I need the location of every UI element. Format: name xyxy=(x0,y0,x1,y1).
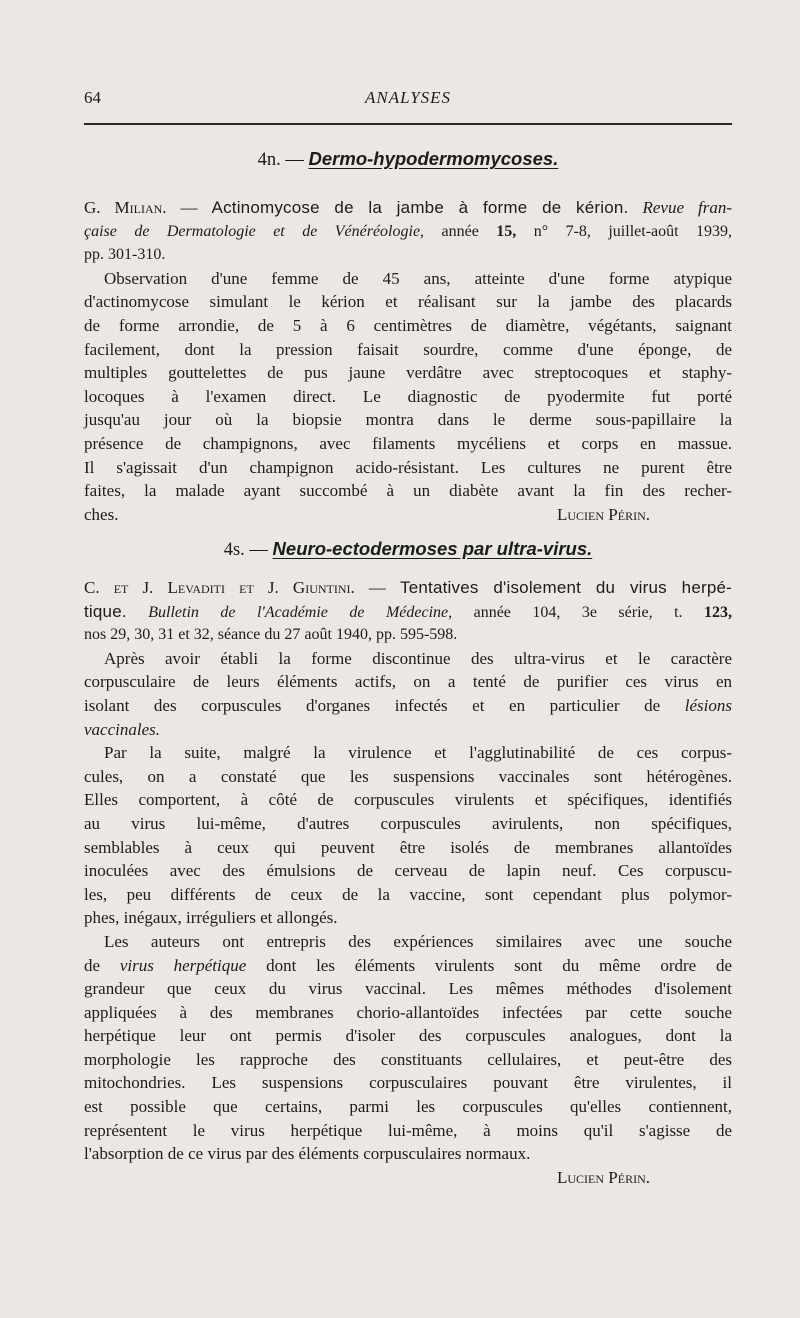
body-line: Elles comportent, à côté de corpuscules virulents et spécifiques, identifiés xyxy=(84,790,732,810)
body-line: herpétique leur ont permis d'isoler des corpuscules analogues, dont la xyxy=(84,1026,732,1046)
body-line: d'actinomycose simulant le kérion et réalisant sur la jambe des placards xyxy=(84,292,732,312)
body-line: Par la suite, malgré la virulence et l'agglutinabilité de ces corpus- xyxy=(104,743,732,763)
year-series: année 104, 3e série, t. xyxy=(473,603,683,621)
pages-line: pp. 301-310. xyxy=(84,246,166,264)
body-line: cules, on a constaté que les suspensions vaccinales sont hétérogènes. xyxy=(84,766,732,786)
body-line: corpusculaire de leurs éléments actifs, on a tenté de purifier ces virus en xyxy=(84,672,732,692)
article-author: G. Milian. — xyxy=(84,198,198,217)
journal-name: Bulletin de l'Académie de Médecine, xyxy=(148,603,453,621)
body-line: phes, inégaux, irréguliers et allongés. xyxy=(84,908,338,928)
body-line: multiples gouttelettes de pus jaune verdâtre avec streptocoques et staphy- xyxy=(84,363,732,383)
body-line: l'absorption de ce virus par des éléments corpusculaires normaux. xyxy=(84,1144,531,1164)
section-topic: Neuro-ectodermoses par ultra-virus. xyxy=(272,538,593,559)
article-heading-line xyxy=(84,576,732,600)
section-heading-4n xyxy=(84,148,732,171)
body-text: de xyxy=(84,955,101,975)
journal-name: Revue fran- xyxy=(642,198,732,217)
page-number: 64 xyxy=(84,88,101,107)
body-line: locoques à l'examen direct. Le diagnostic de pyodermite fut porté xyxy=(84,386,732,406)
body-line: Après avoir établi la forme discontinue des ultra-virus et le caractère xyxy=(104,648,732,668)
body-line: jusqu'au jour où la biopsie montra dans le derme sous-papillaire la xyxy=(84,410,732,430)
body-line: grandeur que ceux du virus vaccinal. Les mêmes méthodes d'isolement xyxy=(84,979,732,999)
signature: Lucien Périn. xyxy=(557,504,650,524)
reference-line: nos 29, 30, 31 et 32, séance du 27 août 1940, pp. 595-598. xyxy=(84,626,458,644)
italic-term: lésions xyxy=(684,695,733,715)
running-title: ANALYSES xyxy=(364,88,452,107)
body-line: Il s'agissait d'un champignon acido-résistant. Les cultures ne purent être xyxy=(84,457,732,477)
section-heading-4s xyxy=(84,538,732,561)
signature-line xyxy=(84,1166,732,1190)
italic-term: vaccinales. xyxy=(84,719,160,739)
body-line: est possible que certains, parmi les corpuscules qu'elles contiennent, xyxy=(84,1097,732,1117)
body-line: ches. xyxy=(84,504,119,524)
article-authors: C. et J. Levaditi et J. Giuntini. — xyxy=(84,578,386,597)
journal-name: çaise de Dermatologie et de Vénéréologie, xyxy=(84,222,425,240)
body-line: mitochondries. Les suspensions corpusculaires pouvant être virulentes, il xyxy=(84,1073,732,1093)
body-line xyxy=(84,954,732,978)
article-actinomycose xyxy=(84,196,732,526)
issue-info: n° 7-8, juillet-août 1939, xyxy=(533,222,733,240)
body-line: présence de champignons, avec filaments mycéliens et corps en massue. xyxy=(84,433,732,453)
body-line: appliquées à des membranes chorio-allantoïdes infectées par cette souche xyxy=(84,1002,732,1022)
body-line: semblables à ceux qui peuvent être isolés de membranes allantoïdes xyxy=(84,837,732,857)
body-line: morphologie les rapproche des constituants cellulaires, et peut-être des xyxy=(84,1049,732,1069)
body-line: Observation d'une femme de 45 ans, atteinte d'une forme atypique xyxy=(104,268,732,288)
signature: Lucien Périn. xyxy=(557,1167,650,1187)
signature-line xyxy=(84,503,732,527)
body-text: dont les éléments virulents sont du même ordre de xyxy=(266,955,733,975)
article-heading-line xyxy=(84,196,732,220)
body-text: isolant des corpuscules d'organes infectés et en particulier de xyxy=(84,695,661,715)
body-line: représentent le virus herpétique lui-même, à moins qu'il s'agisse de xyxy=(84,1120,732,1140)
page xyxy=(84,0,732,1318)
italic-term: virus herpétique xyxy=(119,955,247,975)
article-title: tique. xyxy=(84,601,127,621)
body-line: faites, la malade ayant succombé à un diabète avant la fin des recher- xyxy=(84,481,732,501)
volume-number: 15, xyxy=(496,222,517,240)
body-line: de forme arrondie, de 5 à 6 centimètres de diamètre, végétants, saignant xyxy=(84,315,732,335)
section-code: 4s. — xyxy=(223,540,268,560)
article-reference-line xyxy=(84,220,732,244)
body-line xyxy=(84,694,732,718)
volume-number: 123, xyxy=(704,603,732,621)
article-title: Tentatives d'isolement du virus herpé- xyxy=(400,578,733,597)
header-rule xyxy=(84,123,732,125)
body-line: facilement, dont la pression faisait sourdre, comme d'une éponge, de xyxy=(84,339,732,359)
article-herpes xyxy=(84,576,732,1189)
article-reference-line xyxy=(84,600,732,624)
body-line: inoculées avec des émulsions de cerveau de lapin neuf. Ces corpuscu- xyxy=(84,861,732,881)
body-line: au virus lui-même, d'autres corpuscules avirulents, non spécifiques, xyxy=(84,813,732,833)
section-topic: Dermo-hypodermomycoses. xyxy=(308,148,559,169)
year-label: année xyxy=(441,222,479,240)
article-title: Actinomycose de la jambe à forme de kérion. xyxy=(211,198,629,217)
body-line: Les auteurs ont entrepris des expériences similaires avec une souche xyxy=(104,931,732,951)
section-code: 4n. — xyxy=(257,150,304,170)
running-head xyxy=(84,88,732,114)
body-line: les, peu différents de ceux de la vaccine, sont cependant plus polymor- xyxy=(84,884,732,904)
